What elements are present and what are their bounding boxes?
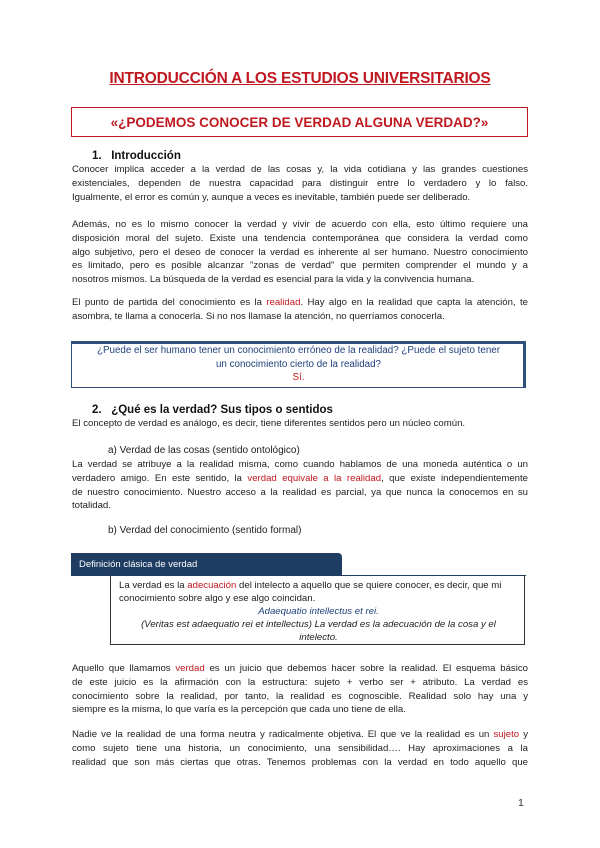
subtitle-text: «¿PODEMOS CONOCER DE VERDAD ALGUNA VERDAD?» (110, 114, 489, 130)
section-1-heading: 1. Introducción (92, 150, 181, 162)
highlight-verdad: verdad (175, 663, 205, 674)
highlight-realidad: realidad (266, 297, 301, 308)
subtitle-box (71, 107, 528, 137)
page-title: INTRODUCCIÓN A LOS ESTUDIOS UNIVERSITARIOS (109, 70, 491, 87)
question-answer: Sí. (292, 372, 305, 383)
section-1-paragraph-1: Conocer implica acceder a la verdad de las cosas y, la vida cotidiana y las grandes cuestiones existenciales, dependen de nuestra capacidad para distinguir entre lo verdadero y lo falso. Igualmente, el error es común y, aunque a veces es inevitable, también puede ser deliberado. (72, 164, 528, 203)
section-2-intro: El concepto de verdad es análogo, es decir, tiene diferentes sentidos pero un núcleo común. (72, 418, 466, 429)
page-number: 1 (518, 797, 524, 809)
highlight-adecuacion: adecuación (187, 580, 237, 591)
section-1-paragraph-3: El punto de partida del conocimiento es la realidad. Hay algo en la realidad que capta la atención, te asombra, te llama a conocerla. Si no nos llamase la atención, no querríamos conocerla. (72, 297, 528, 322)
definition-box: La verdad es la adecuación del intelecto a aquello que se quiere conocer, es decir, que mi conocimiento sobre algo y ese algo coincidan. Adaequatio intellectus et rei. (Veritas est adaequatio rei et intellectus) La verdad es la adecuación de la cosa y el intelecto. (110, 575, 525, 645)
section-2-heading: 2. ¿Qué es la verdad? Sus tipos o sentidos (92, 404, 333, 416)
paragraph-sujeto: Nadie ve la realidad de una forma neutra y radicalmente objetiva. El que ve la realidad es un sujeto y como sujeto tiene una historia, un conocimiento, una sensibilidad…. Hay aproximaciones a la realidad que son más ciertas que otras. Tenemos problemas con la verdad en todo aquello que (72, 729, 529, 768)
section-1-paragraph-2: Además, no es lo mismo conocer la verdad y vivir de acuerdo con ella, esto último requiere una disposición moral del sujeto. Existe una tendencia contemporánea que considera la verdad como algo subjetivo, pero el deseo de conocer la verdad es inherente al ser humano. Nuestro conocimiento es limitado, pero es posible alcanzar "zonas de verdad" que permiten comprender el mundo y a nosotros mismos. La búsqueda de la verdad es esencial para la vida y la convivencia humana. (72, 219, 528, 286)
subheading-b: b) Verdad del conocimiento (sentido formal) (108, 525, 302, 536)
question-box: ¿Puede el ser humano tener un conocimiento erróneo de la realidad? ¿Puede el sujeto tener un conocimiento cierto de la realidad? Sí. (71, 341, 526, 388)
subheading-a: a) Verdad de las cosas (sentido ontológico) (108, 445, 300, 456)
latin-definition: Adaequatio intellectus et rei. (258, 606, 379, 617)
highlight-verdad-realidad: verdad equivale a la realidad (247, 472, 382, 484)
paragraph-juicio: Aquello que llamamos verdad es un juicio que debemos hacer sobre la realidad. El esquema básico de este juicio es la afirmación con la estructura: sujeto + verbo ser + atributo. La verdad es conocimiento sobre la realidad, por tanto, la realidad es cognoscible. Realidad solo hay una y siempre es la misma, lo que varía es la percepción que cada uno tiene de ella. (72, 663, 528, 716)
highlight-sujeto: sujeto (493, 729, 520, 740)
section-2-paragraph-a: La verdad se atribuye a la realidad misma, como cuando hablamos de una moneda auténtica o un verdadero amigo. En este sentido, la verdad equivale a la realidad, que existe independientemente de nuestro conocimiento. Nuestro acceso a la realidad es parcial, ya que nunca la conocemos en su totalidad. (72, 459, 528, 512)
definition-tab: Definición clásica de verdad (71, 553, 342, 575)
